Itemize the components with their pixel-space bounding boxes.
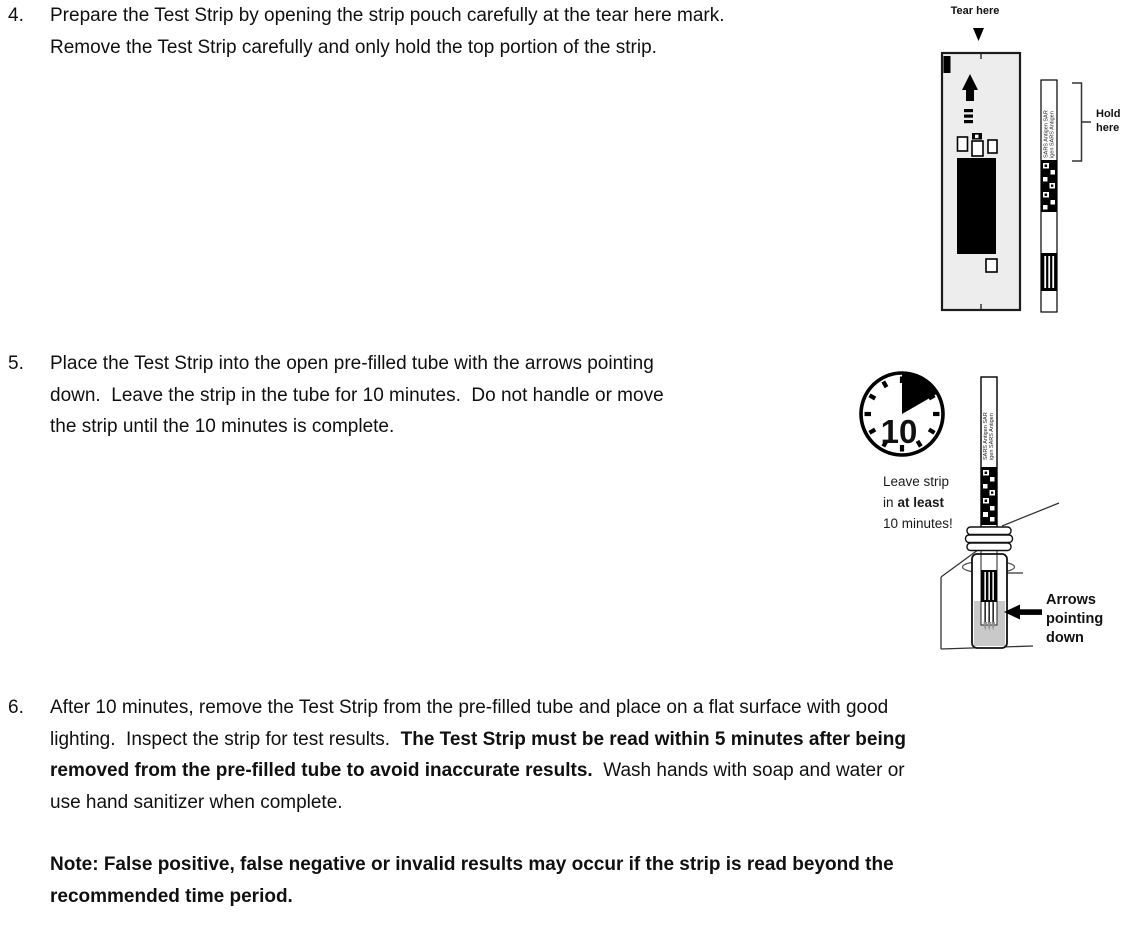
strip-in-tube-illustration: [981, 377, 997, 631]
text-line: lighting. Inspect the strip for test results. The Test Strip must be read within 5 minutes after being: [50, 728, 906, 750]
arrows-pointing-down-label: [1046, 592, 1103, 646]
hold-here-label-line1: Hold: [1096, 108, 1121, 120]
pouch-window: [957, 158, 996, 254]
strip-label-text: igen SARS Antigen: [1049, 111, 1056, 158]
timer-clock-icon: [861, 373, 943, 455]
text-line: Note: False positive, false negative or invalid results may occur if the strip is read beyond the: [50, 854, 894, 875]
step-text: [50, 692, 906, 818]
figure-step5-svg: [850, 360, 1131, 670]
svg-text:Arrows: Arrows: [1046, 592, 1096, 608]
tube-neck: [966, 527, 1013, 551]
svg-text:10 minutes!: 10 minutes!: [883, 516, 953, 531]
test-strip-illustration: [1041, 80, 1057, 312]
down-arrowheads: [983, 622, 995, 631]
strip-label-text: igen SARS Antigen: [989, 413, 995, 460]
figure-step4-svg: [900, 0, 1131, 330]
svg-text:Leave strip: Leave strip: [883, 474, 950, 489]
figure-step5: [850, 360, 1131, 670]
note: [50, 849, 894, 912]
text-line: use hand sanitizer when complete.: [50, 791, 343, 813]
strip-label-text: SARS Antigen SAR: [1043, 110, 1050, 158]
svg-text:down: down: [1046, 630, 1084, 646]
step-number: 5.: [8, 353, 24, 374]
text-line: Prepare the Test Strip by opening the strip pouch carefully at the tear here mark.: [50, 5, 725, 26]
text-line: down. Leave the strip in the tube for 10 minutes. Do not handle or move: [50, 384, 664, 406]
step-6: [8, 692, 906, 818]
clock-value: 10: [880, 413, 918, 450]
svg-text:pointing: pointing: [1046, 611, 1104, 627]
arrows-pointing-down-arrow-icon: [1004, 605, 1042, 620]
step-4: [8, 0, 725, 63]
pouch-notch: [944, 56, 951, 73]
step-text: [50, 0, 725, 63]
tear-here-label: Tear here: [950, 5, 1000, 17]
text-line: the strip until the 10 minutes is complete.: [50, 416, 395, 437]
pouch-illustration: [942, 53, 1020, 310]
figure-step4: [900, 0, 1131, 330]
text-line: removed from the pre-filled tube to avoid inaccurate results. Wash hands with soap and water or: [50, 760, 905, 781]
step-text: [50, 348, 664, 443]
step-number: 6.: [8, 697, 24, 718]
hold-here-label-line2: here: [1096, 122, 1120, 134]
text-line: recommended time period.: [50, 885, 293, 907]
text-line: Remove the Test Strip carefully and only hold the top portion of the strip.: [50, 36, 657, 58]
text-line: Place the Test Strip into the open pre-filled tube with the arrows pointing: [50, 353, 654, 374]
leave-strip-caption: [883, 474, 953, 531]
strip-label-text: SARS Antigen SAR: [983, 412, 989, 460]
step-5: [8, 348, 664, 443]
step-number: 4.: [8, 5, 24, 26]
text-line: After 10 minutes, remove the Test Strip from the pre-filled tube and place on a flat surface with good: [50, 697, 889, 718]
hold-here-bracket: [1072, 83, 1082, 161]
svg-text:inat least: in at least: [883, 495, 945, 510]
tear-arrow-icon: [973, 28, 984, 41]
